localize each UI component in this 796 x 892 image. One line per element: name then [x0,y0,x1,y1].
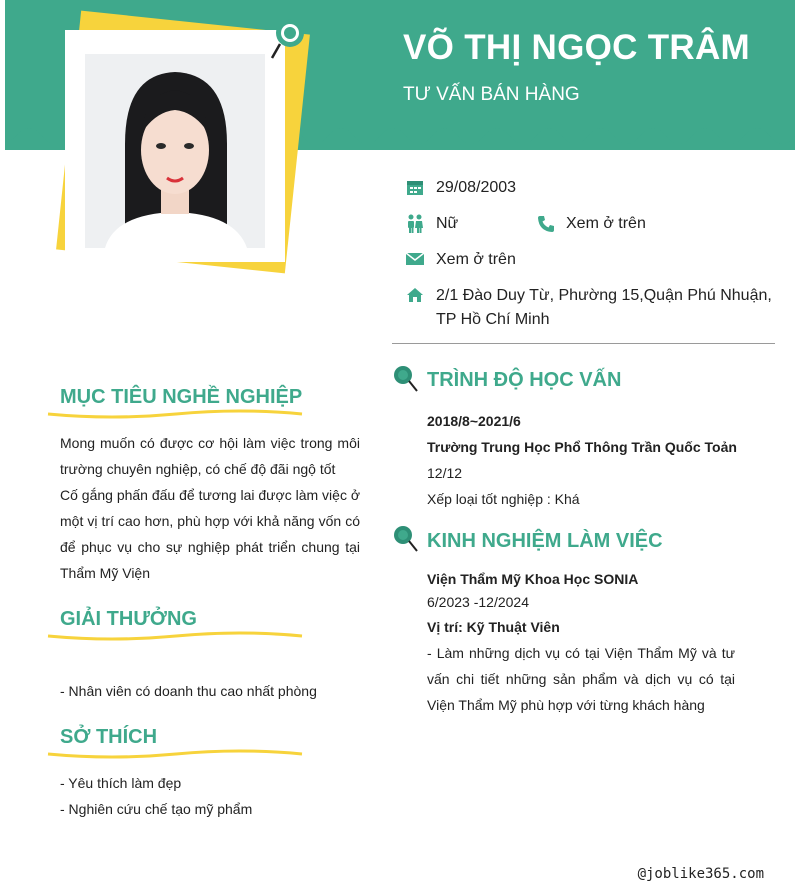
objective-line: Mong muốn có được cơ hội làm việc trong môi trường chuyên nghiệp, có chế độ đãi ngộ tốt [60,435,360,477]
phone-row [536,212,646,236]
gender-value: Nữ [436,215,459,232]
hobbies-list [60,770,360,822]
calendar-icon [406,176,436,196]
hobbies-underline [46,748,304,760]
email-value: Xem ở trên [436,251,516,268]
objective-line: Cố gắng phấn đấu để tương lai được làm việc ở một vị trí cao hơn, phù hợp với khả năng vốn có để phục vụ cho sự nghiệp phát triển chung tại Thẩm Mỹ Viện [60,487,361,581]
address-row [406,284,776,332]
experience-details [427,568,735,718]
experience-title: KINH NGHIỆM LÀM VIỆC [427,530,663,552]
education-school: Trường Trung Học Phổ Thông Trần Quốc Toản [427,439,737,455]
email-row [406,248,516,272]
awards-underline [46,630,304,642]
pin-icon [266,16,308,62]
experience-description: - Làm những dịch vụ có tại Viện Thẩm Mỹ và tư vấn chi tiết những sản phẩm và dịch vụ có tại Viện Thẩm Mỹ phù hợp với từng khách hàng [427,645,735,713]
gender-icon [406,212,436,234]
contact-divider [392,343,775,344]
birthday-row [406,176,516,200]
experience-position: Vị trí: Kỹ Thuật Viên [427,619,560,635]
gender-row [406,212,458,236]
awards-title: GIẢI THƯỞNG [60,608,197,630]
job-title: TƯ VẤN BÁN HÀNG [403,84,580,105]
awards-list [60,678,360,704]
education-details [427,408,747,512]
objective-title: MỤC TIÊU NGHỀ NGHIỆP [60,386,303,408]
pin-icon [392,524,420,554]
objective-text [60,430,360,586]
education-result: Xếp loại tốt nghiệp : Khá [427,491,580,507]
profile-photo [85,54,265,248]
objective-underline [46,408,304,420]
phone-value: Xem ở trên [566,215,646,232]
education-grade: 12/12 [427,465,463,481]
experience-period: 6/2023 -12/2024 [427,594,529,610]
birthday-value: 29/08/2003 [436,179,517,196]
address-value: 2/1 Đào Duy Từ, Phường 15,Quận Phú Nhuận, TP Hồ Chí Minh [436,287,772,328]
phone-icon [536,212,566,234]
hobby-item: - Nghiên cứu chế tạo mỹ phẩm [60,801,253,817]
footer-watermark: @joblike365.com [637,866,764,882]
education-title: TRÌNH ĐỘ HỌC VẤN [427,369,622,391]
education-period: 2018/8~2021/6 [427,413,521,429]
hobby-item: - Yêu thích làm đẹp [60,775,182,791]
experience-company: Viện Thẩm Mỹ Khoa Học SONIA [427,571,639,587]
home-icon [406,284,436,304]
hobbies-title: SỞ THÍCH [60,726,158,748]
mail-icon [406,248,436,266]
pin-icon [392,364,420,394]
candidate-name: VÕ THỊ NGỌC TRÂM [403,28,751,67]
award-item: - Nhân viên có doanh thu cao nhất phòng [60,683,317,699]
